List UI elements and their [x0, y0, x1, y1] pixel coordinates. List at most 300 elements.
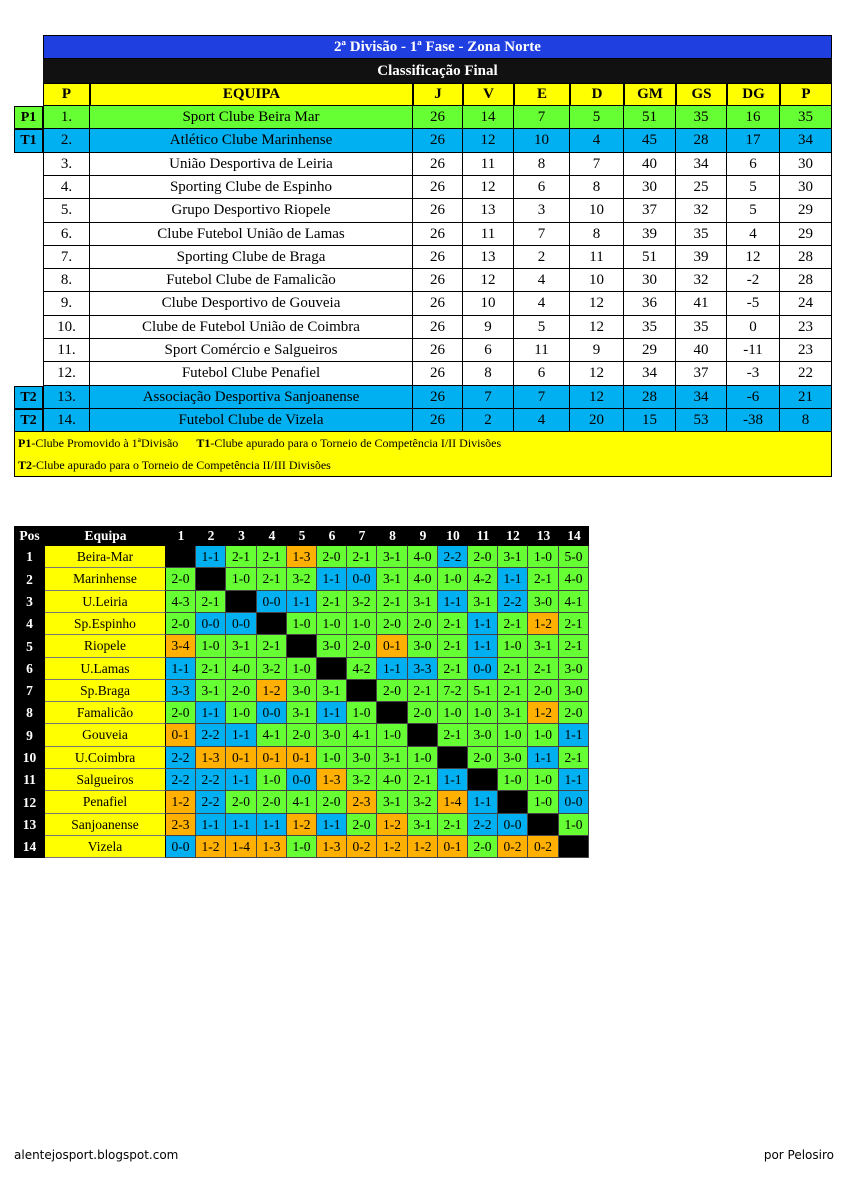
match-result: 1-0 [498, 769, 528, 791]
table-cell: 5 [514, 316, 570, 339]
match-result: 1-3 [196, 747, 226, 769]
matrix-column-header: 10 [438, 526, 468, 546]
match-result: 1-1 [226, 724, 257, 747]
table-cell: 5. [43, 199, 90, 223]
match-result: 1-0 [528, 769, 559, 791]
match-result: 4-1 [559, 591, 589, 613]
match-result: 4-0 [377, 769, 408, 791]
table-cell: 11 [463, 153, 514, 176]
matrix-team-name: Vizela [45, 836, 166, 858]
column-header: E [514, 83, 570, 106]
match-result: 4-0 [226, 658, 257, 680]
table-cell: 11 [570, 246, 624, 269]
table-cell: 4 [727, 223, 780, 246]
matrix-team-name: Penafiel [45, 791, 166, 814]
table-cell: 12 [727, 246, 780, 269]
matrix-team-name: Sp.Espinho [45, 613, 166, 635]
match-result: 3-1 [377, 546, 408, 568]
matrix-row-pos: 8 [14, 702, 45, 724]
matrix-row-pos: 14 [14, 836, 45, 858]
table-cell: -38 [727, 409, 780, 432]
match-result: 1-1 [559, 724, 589, 747]
team-name: Sporting Clube de Braga [90, 246, 413, 269]
table-cell: 32 [676, 269, 727, 292]
matrix-column-header: 7 [347, 526, 377, 546]
match-result: 2-1 [438, 613, 468, 635]
match-result: 1-1 [468, 613, 498, 635]
table-cell: 23 [780, 316, 832, 339]
match-result: 2-1 [408, 769, 438, 791]
column-header: P [43, 83, 90, 106]
legend [14, 431, 832, 477]
match-result: 3-0 [498, 747, 528, 769]
matrix-row-pos: 9 [14, 724, 45, 747]
team-name: Futebol Clube de Vizela [90, 409, 413, 432]
match-result: 3-1 [377, 568, 408, 591]
matrix-self-cell [438, 747, 468, 769]
table-cell: 11. [43, 339, 90, 362]
matrix-team-name: Beira-Mar [45, 546, 166, 568]
match-result: 2-0 [377, 613, 408, 635]
match-result: 2-1 [498, 680, 528, 702]
matrix-self-cell [377, 702, 408, 724]
table-cell: 26 [413, 269, 463, 292]
match-result: 2-1 [257, 546, 287, 568]
match-result: 1-1 [166, 658, 196, 680]
match-result: 1-0 [528, 724, 559, 747]
table-cell: 8 [570, 176, 624, 199]
match-result: 2-0 [468, 836, 498, 858]
matrix-team-name: U.Lamas [45, 658, 166, 680]
match-result: 0-0 [257, 702, 287, 724]
match-result: 0-1 [257, 747, 287, 769]
table-cell: 39 [676, 246, 727, 269]
match-result: 2-2 [166, 747, 196, 769]
match-result: 1-1 [377, 658, 408, 680]
match-result: 2-1 [498, 613, 528, 635]
table-cell: 32 [676, 199, 727, 223]
table-cell: 12 [570, 316, 624, 339]
table-cell: 5 [570, 106, 624, 129]
table-cell: 7 [463, 386, 514, 409]
match-result: 0-0 [166, 836, 196, 858]
qualification-badge: T2 [14, 386, 43, 409]
match-result: 3-2 [347, 769, 377, 791]
match-result: 2-1 [257, 568, 287, 591]
match-result: 2-0 [347, 635, 377, 658]
match-result: 1-1 [226, 814, 257, 836]
matrix-self-cell [287, 635, 317, 658]
match-result: 1-0 [559, 814, 589, 836]
team-name: União Desportiva de Leiria [90, 153, 413, 176]
table-cell: 4 [514, 269, 570, 292]
table-cell: 10 [570, 269, 624, 292]
match-result: 1-2 [196, 836, 226, 858]
matrix-row-pos: 2 [14, 568, 45, 591]
match-result: 3-0 [528, 591, 559, 613]
match-result: 2-1 [317, 591, 347, 613]
table-cell: 29 [624, 339, 676, 362]
match-result: 1-1 [317, 702, 347, 724]
table-cell: 7 [514, 386, 570, 409]
table-cell: 21 [780, 386, 832, 409]
table-cell: 35 [780, 106, 832, 129]
match-result: 0-0 [196, 613, 226, 635]
match-result: 1-1 [438, 769, 468, 791]
match-result: 4-3 [166, 591, 196, 613]
table-cell: 30 [780, 153, 832, 176]
match-result: 2-1 [347, 546, 377, 568]
match-result: 3-1 [377, 747, 408, 769]
column-header: V [463, 83, 514, 106]
matrix-header-team: Equipa [45, 526, 166, 546]
team-name: Associação Desportiva Sanjoanense [90, 386, 413, 409]
table-cell: 35 [676, 316, 727, 339]
table-cell: 11 [463, 223, 514, 246]
table-cell: 26 [413, 223, 463, 246]
match-result: 2-0 [257, 791, 287, 814]
table-cell: 35 [676, 223, 727, 246]
table-cell: 30 [624, 269, 676, 292]
match-result: 1-0 [498, 724, 528, 747]
table-cell: 3 [514, 199, 570, 223]
table-cell: 13. [43, 386, 90, 409]
column-header: P [780, 83, 832, 106]
column-header: GM [624, 83, 676, 106]
match-result: 1-4 [438, 791, 468, 814]
table-title: 2ª Divisão - 1ª Fase - Zona Norte [43, 35, 832, 59]
match-result: 3-0 [468, 724, 498, 747]
match-result: 2-0 [317, 546, 347, 568]
table-cell: 26 [413, 386, 463, 409]
table-cell: 13 [463, 246, 514, 269]
matrix-column-header: 13 [528, 526, 559, 546]
match-result: 2-0 [317, 791, 347, 814]
table-cell: 9 [570, 339, 624, 362]
match-result: 3-1 [377, 791, 408, 814]
table-cell: 26 [413, 129, 463, 153]
table-cell: 53 [676, 409, 727, 432]
match-result: 2-0 [559, 702, 589, 724]
match-result: 0-2 [347, 836, 377, 858]
match-result: 2-0 [377, 680, 408, 702]
match-result: 2-1 [528, 658, 559, 680]
match-result: 1-0 [196, 635, 226, 658]
match-result: 1-2 [528, 702, 559, 724]
match-result: 2-1 [226, 546, 257, 568]
table-cell: 30 [780, 176, 832, 199]
match-result: 2-1 [528, 568, 559, 591]
footer-author: por Pelosiro [763, 1148, 834, 1162]
table-cell: 8 [463, 362, 514, 386]
matrix-row-pos: 12 [14, 791, 45, 814]
match-result: 1-1 [196, 814, 226, 836]
match-result: 0-0 [468, 658, 498, 680]
column-header: GS [676, 83, 727, 106]
table-cell: 6 [463, 339, 514, 362]
match-result: 1-2 [377, 814, 408, 836]
table-cell: 26 [413, 409, 463, 432]
match-result: 4-0 [408, 568, 438, 591]
column-header: D [570, 83, 624, 106]
match-result: 2-0 [226, 680, 257, 702]
match-result: 2-2 [438, 546, 468, 568]
match-result: 2-2 [498, 591, 528, 613]
table-cell: 3. [43, 153, 90, 176]
table-cell: 30 [624, 176, 676, 199]
table-cell: 11 [514, 339, 570, 362]
match-result: 2-0 [528, 680, 559, 702]
team-name: Sport Clube Beira Mar [90, 106, 413, 129]
matrix-row-pos: 13 [14, 814, 45, 836]
matrix-self-cell [196, 568, 226, 591]
table-cell: 10 [463, 292, 514, 316]
table-cell: 8 [780, 409, 832, 432]
match-result: 1-2 [528, 613, 559, 635]
table-cell: 14 [463, 106, 514, 129]
qualification-badge: T2 [14, 409, 43, 432]
match-result: 1-1 [498, 568, 528, 591]
column-header: EQUIPA [90, 83, 413, 106]
matrix-team-name: Sanjoanense [45, 814, 166, 836]
team-name: Sport Comércio e Salgueiros [90, 339, 413, 362]
match-result: 0-0 [498, 814, 528, 836]
legend-text: -Clube apurado para o Torneio de Competência I/II Divisões [210, 436, 502, 450]
match-result: 2-2 [196, 791, 226, 814]
match-result: 0-0 [287, 769, 317, 791]
matrix-self-cell [317, 658, 347, 680]
match-result: 0-2 [498, 836, 528, 858]
table-cell: 12. [43, 362, 90, 386]
table-cell: 28 [780, 269, 832, 292]
table-cell: 15 [624, 409, 676, 432]
match-result: 2-1 [408, 680, 438, 702]
matrix-header-pos: Pos [14, 526, 45, 546]
match-result: 2-2 [196, 724, 226, 747]
match-result: 0-2 [528, 836, 559, 858]
match-result: 4-1 [257, 724, 287, 747]
match-result: 2-0 [468, 546, 498, 568]
match-result: 1-0 [347, 613, 377, 635]
team-name: Clube Futebol União de Lamas [90, 223, 413, 246]
match-result: 2-0 [287, 724, 317, 747]
match-result: 1-0 [287, 836, 317, 858]
table-cell: 28 [624, 386, 676, 409]
match-result: 0-1 [226, 747, 257, 769]
table-cell: 29 [780, 223, 832, 246]
table-cell: 22 [780, 362, 832, 386]
match-result: 2-1 [559, 613, 589, 635]
table-cell: 26 [413, 292, 463, 316]
legend-code: T1 [196, 436, 211, 450]
match-result: 1-3 [257, 836, 287, 858]
match-result: 4-1 [287, 791, 317, 814]
match-result: 5-1 [468, 680, 498, 702]
match-result: 3-3 [166, 680, 196, 702]
match-result: 0-0 [226, 613, 257, 635]
match-result: 3-1 [226, 635, 257, 658]
qualification-badge: P1 [14, 106, 43, 129]
match-result: 2-0 [226, 791, 257, 814]
match-result: 2-2 [196, 769, 226, 791]
match-result: 1-1 [438, 591, 468, 613]
team-name: Futebol Clube Penafiel [90, 362, 413, 386]
matrix-row-pos: 6 [14, 658, 45, 680]
table-cell: 12 [570, 292, 624, 316]
matrix-self-cell [166, 546, 196, 568]
table-cell: 26 [413, 339, 463, 362]
table-cell: 51 [624, 246, 676, 269]
table-cell: 25 [676, 176, 727, 199]
table-cell: 4 [514, 409, 570, 432]
match-result: 3-0 [317, 724, 347, 747]
match-result: 2-1 [196, 658, 226, 680]
table-cell: 23 [780, 339, 832, 362]
match-result: 3-2 [257, 658, 287, 680]
table-cell: 6 [514, 362, 570, 386]
matrix-row-pos: 5 [14, 635, 45, 658]
table-cell: 10 [514, 129, 570, 153]
match-result: 4-2 [468, 568, 498, 591]
match-result: 3-1 [528, 635, 559, 658]
table-cell: 16 [727, 106, 780, 129]
table-cell: 9 [463, 316, 514, 339]
match-result: 2-1 [377, 591, 408, 613]
table-cell: 7 [514, 106, 570, 129]
table-cell: 37 [624, 199, 676, 223]
match-result: 4-0 [408, 546, 438, 568]
matrix-row-pos: 7 [14, 680, 45, 702]
footer-site: alentejosport.blogspot.com [14, 1148, 179, 1162]
match-result: 2-2 [166, 769, 196, 791]
table-cell: 34 [676, 153, 727, 176]
table-cell: 8. [43, 269, 90, 292]
match-result: 2-0 [468, 747, 498, 769]
table-cell: 41 [676, 292, 727, 316]
table-cell: 26 [413, 106, 463, 129]
match-result: 1-3 [317, 836, 347, 858]
match-result: 2-1 [196, 591, 226, 613]
matrix-column-header: 11 [468, 526, 498, 546]
table-cell: 0 [727, 316, 780, 339]
matrix-column-header: 2 [196, 526, 226, 546]
table-cell: 7 [514, 223, 570, 246]
match-result: 3-1 [408, 814, 438, 836]
table-cell: 26 [413, 316, 463, 339]
table-cell: 12 [463, 129, 514, 153]
column-header: DG [727, 83, 780, 106]
match-result: 1-0 [498, 635, 528, 658]
table-cell: 2 [463, 409, 514, 432]
match-result: 2-1 [559, 747, 589, 769]
table-cell: -3 [727, 362, 780, 386]
match-result: 1-0 [438, 568, 468, 591]
match-result: 3-2 [408, 791, 438, 814]
match-result: 1-0 [528, 791, 559, 814]
table-cell: 12 [463, 269, 514, 292]
matrix-self-cell [257, 613, 287, 635]
matrix-team-name: Salgueiros [45, 769, 166, 791]
match-result: 1-0 [317, 747, 347, 769]
legend-code: P1 [18, 436, 32, 450]
match-result: 1-0 [528, 546, 559, 568]
matrix-column-header: 4 [257, 526, 287, 546]
match-result: 2-0 [166, 568, 196, 591]
match-result: 2-1 [438, 724, 468, 747]
qualification-badge: T1 [14, 129, 43, 153]
match-result: 1-1 [226, 769, 257, 791]
match-result: 3-1 [287, 702, 317, 724]
match-result: 1-3 [287, 546, 317, 568]
match-result: 1-1 [528, 747, 559, 769]
team-name: Clube de Futebol União de Coimbra [90, 316, 413, 339]
match-result: 3-0 [408, 635, 438, 658]
table-cell: 5 [727, 176, 780, 199]
table-cell: 26 [413, 246, 463, 269]
table-cell: 13 [463, 199, 514, 223]
match-result: 3-2 [287, 568, 317, 591]
match-result: 1-1 [317, 568, 347, 591]
table-cell: 6 [514, 176, 570, 199]
match-result: 5-0 [559, 546, 589, 568]
table-cell: 37 [676, 362, 727, 386]
table-cell: 29 [780, 199, 832, 223]
match-result: 1-0 [226, 702, 257, 724]
match-result: 1-3 [317, 769, 347, 791]
table-cell: 10 [570, 199, 624, 223]
table-cell: 4 [514, 292, 570, 316]
table-cell: 12 [570, 362, 624, 386]
table-cell: 8 [570, 223, 624, 246]
match-result: 0-0 [347, 568, 377, 591]
table-cell: 1. [43, 106, 90, 129]
match-result: 3-1 [196, 680, 226, 702]
match-result: 2-1 [438, 814, 468, 836]
table-cell: 8 [514, 153, 570, 176]
matrix-self-cell [559, 836, 589, 858]
matrix-column-header: 12 [498, 526, 528, 546]
matrix-self-cell [226, 591, 257, 613]
match-result: 0-1 [287, 747, 317, 769]
match-result: 7-2 [438, 680, 468, 702]
match-result: 3-1 [498, 702, 528, 724]
match-result: 3-0 [287, 680, 317, 702]
table-cell: 7. [43, 246, 90, 269]
match-result: 3-0 [559, 680, 589, 702]
table-cell: 4. [43, 176, 90, 199]
matrix-team-name: Gouveia [45, 724, 166, 747]
match-result: 2-1 [559, 635, 589, 658]
table-cell: 40 [676, 339, 727, 362]
match-result: 1-1 [196, 546, 226, 568]
match-result: 1-0 [468, 702, 498, 724]
table-cell: 34 [780, 129, 832, 153]
matrix-team-name: U.Leiria [45, 591, 166, 613]
match-result: 1-1 [468, 791, 498, 814]
matrix-column-header: 3 [226, 526, 257, 546]
table-cell: 4 [570, 129, 624, 153]
table-cell: -2 [727, 269, 780, 292]
match-result: 2-0 [347, 814, 377, 836]
match-result: 1-1 [468, 635, 498, 658]
match-result: 3-4 [166, 635, 196, 658]
match-result: 2-3 [347, 791, 377, 814]
table-cell: 35 [624, 316, 676, 339]
team-name: Atlético Clube Marinhense [90, 129, 413, 153]
match-result: 0-1 [166, 724, 196, 747]
match-result: 3-0 [347, 747, 377, 769]
table-cell: 17 [727, 129, 780, 153]
